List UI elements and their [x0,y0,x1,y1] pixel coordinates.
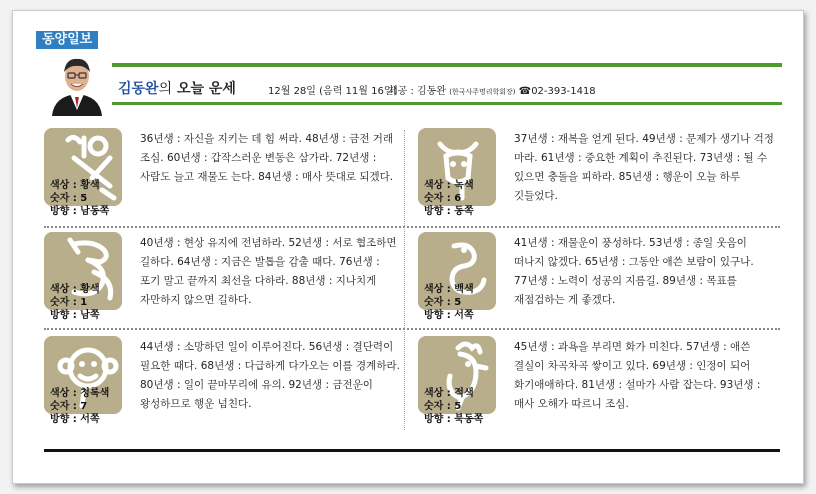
bottom-rule [44,449,780,452]
color-label: 색상 : 황색 [50,284,100,295]
fortune-cell-rat [44,128,404,224]
color-label: 색상 : 청록색 [50,388,110,399]
row-divider [44,226,780,228]
color-label: 색상 : 적색 [424,388,474,399]
fortune-cell-snake [418,232,778,328]
contact-line [388,82,596,97]
fortune-info [424,179,474,218]
header-rule-top [112,63,782,67]
direction-label: 방향 : 남쪽 [50,310,100,321]
color-label: 색상 : 황색 [50,180,100,191]
title-particle: 의 [158,81,173,97]
direction-label: 방향 : 서쪽 [50,414,100,425]
fortune-info [424,387,483,426]
contact-org: (한국사주명리학회장) [449,88,516,96]
color-label: 색상 : 백색 [424,284,474,295]
number-label: 숫자 : 7 [50,401,88,412]
color-label: 색상 : 녹색 [424,180,474,191]
fortune-text: 44년생 : 소망하던 일이 이루어진다. 56년생 : 결단력이 필요한 때다. 68년생 : 다급하게 다가오는 이를 경계하라. 80년생 : 일이 끝마무리에 유의. 92년생 : 금전운이 왕성하므로 행운 넘친다. [140,341,400,410]
fortune-cell-ox [418,128,778,224]
brand-logo: 동양일보 [36,31,98,49]
number-label: 숫자 : 5 [50,193,88,204]
fortune-text: 37년생 : 재복을 얻게 된다. 49년생 : 문제가 생기나 걱정 마라. 61년생 : 중요한 계획이 추진된다. 73년생 : 될 수 있으면 충돌을 피하라. 85년생 : 행운이 오늘 하루 깃들었다. [514,133,774,202]
direction-label: 방향 : 북동쪽 [424,414,484,425]
number-label: 숫자 : 6 [424,193,462,204]
fortune-text: 45년생 : 과욕을 부리면 화가 미친다. 57년생 : 애쓴 결실이 차곡차곡 쌓이고 있다. 69년생 : 인정이 되어 화기애애하다. 81년생 : 설마가 사람 잡는다. 93년생 : 매사 오해가 따르니 조심. [514,341,761,410]
date-line: 12월 28일 (음력 11월 16일) [268,86,398,97]
column-title [118,78,236,98]
fortune-info [50,387,109,426]
contact-label: 제공 : 김동완 [388,86,447,97]
number-label: 숫자 : 5 [424,297,462,308]
number-label: 숫자 : 5 [424,401,462,412]
column-divider [404,130,405,430]
fortune-text: 41년생 : 재물운이 풍성하다. 53년생 : 종일 웃음이 떠나지 않겠다. 65년생 : 그동안 애쓴 보람이 있구나. 77년생 : 노력이 성공의 지름길. 89년생 : 목표를 재점검하는 게 좋겠다. [514,237,754,306]
author-name: 김동완 [118,81,159,97]
fortune-cell-dragon [44,232,404,328]
fortune-cell-monkey [44,336,404,432]
contact-phone: ☎02-393-1418 [518,86,596,97]
number-label: 숫자 : 1 [50,297,88,308]
fortune-text: 36년생 : 자신을 지키는 데 힘 써라. 48년생 : 금전 거래 조심. 60년생 : 갑작스러운 변동은 삼가라. 72년생 : 사람도 늘고 재물도 는다. 84년생 : 매사 뜻대로 되겠다. [140,133,394,183]
row-divider [44,328,780,330]
direction-label: 방향 : 남동쪽 [50,206,110,217]
fortune-cell-rooster [418,336,778,432]
direction-label: 방향 : 서쪽 [424,310,474,321]
fortune-info [50,179,109,218]
direction-label: 방향 : 동쪽 [424,206,474,217]
fortune-text: 40년생 : 현상 유지에 전념하라. 52년생 : 서로 협조하면 길하다. 64년생 : 지금은 발톱을 감출 때다. 76년생 : 포기 말고 끝까지 최선을 다하라. 88년생 : 지나치게 자만하지 않으면 길하다. [140,237,397,306]
author-photo [44,50,110,116]
title-text: 오늘 운세 [176,81,236,97]
fortune-info [50,283,100,322]
header-rule-bottom [112,102,782,105]
fortune-info [424,283,474,322]
